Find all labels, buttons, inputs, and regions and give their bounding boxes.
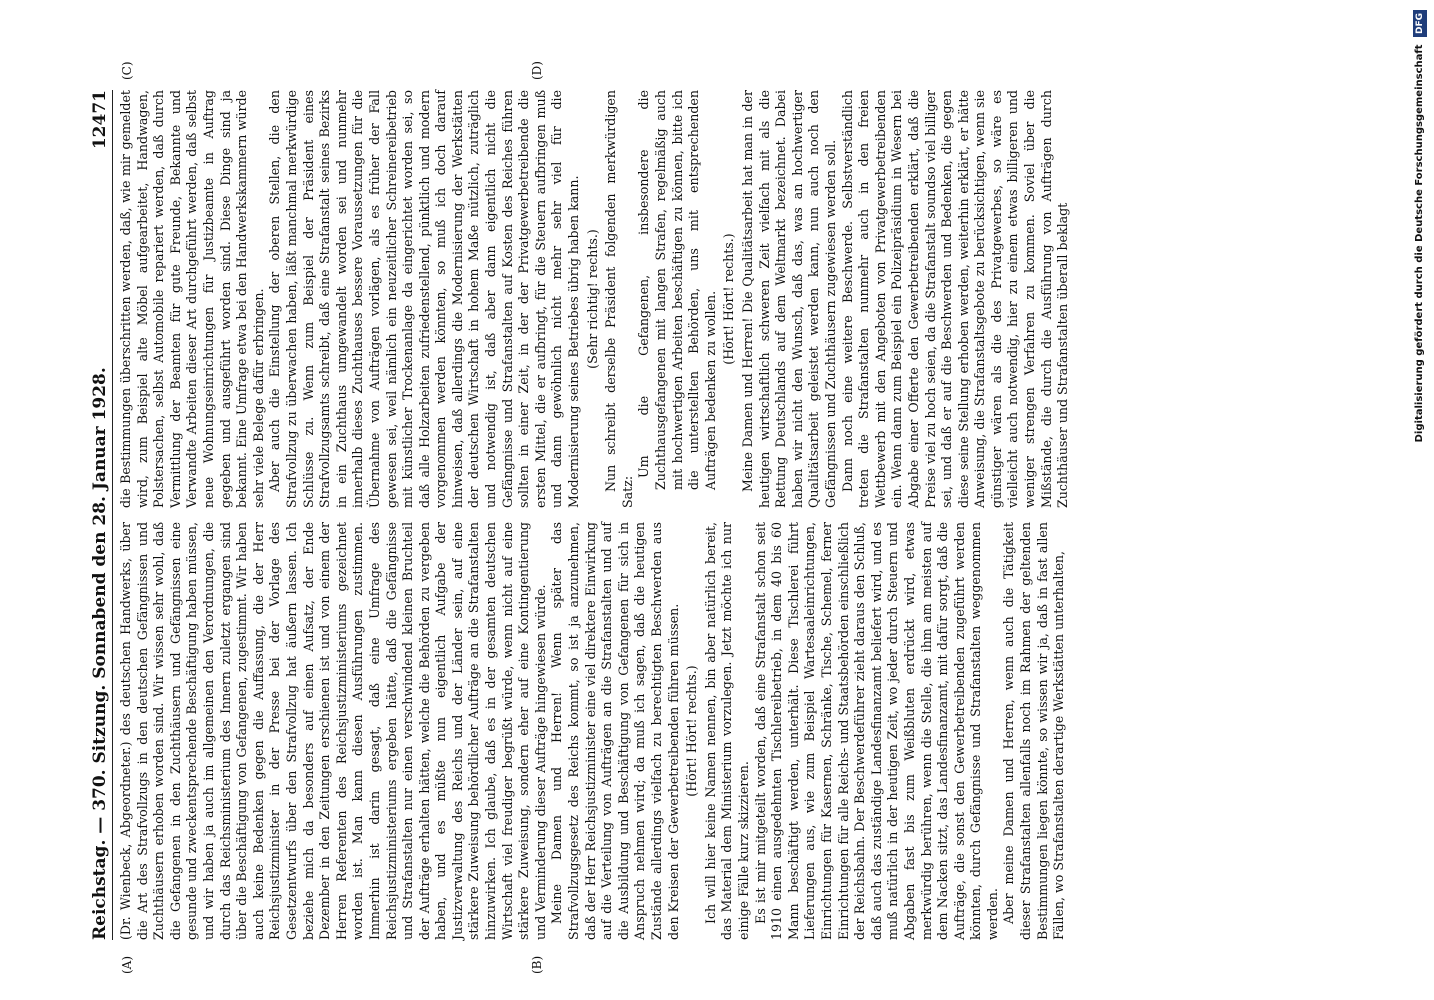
paragraph: die Bestimmungen überschritten werden, daß, wie mir gemeldet wird, zum Beispiel alte Möbel aufgearbeitet, Handwagen, Polstersachen, selbst Automobile repariert werden, daß durch Vermittlung der Beamten für gute Freunde, Bekannte und Verwandte Arbeiten dieser Art durchgeführt werden, daß selbst neue Wohnungseinrichtungen für Justizbeamte in Auftrag gegeben und ausgeführt worden sind. Diese Dinge sind ja bekannt. Eine Umfrage etwa bei den Handwerkskammern würde sehr viele Belege dafür erbringen. — [118, 90, 266, 508]
interjection: (Hört! Hört! rechts.) — [721, 233, 737, 365]
margin-marker-d: (D) — [530, 61, 544, 80]
interjection: (Sehr richtig! rechts.) — [584, 229, 600, 369]
digitization-credit-text: Digitalisierung gefördert durch die Deutsche Forschungsgemeinschaft — [1414, 44, 1425, 443]
paragraph: Aber auch die Einstellung der oberen Stellen, die den Strafvollzug zu überwachen haben, läßt manchmal merkwürdige Schlüsse zu. Wenn zum Beispiel der Präsident eines Strafvollzugsamts schreibt, daß eine Strafanstalt seines Bezirks in ein Zuchthaus umgewandelt worden sei und nunmehr innerhalb dieses Zuchthauses bessere Voraussetzungen für die Übernahme von Aufträgen vorlägen, als es früher der Fall gewesen sei, weil nämlich ein neuzeitlicher Schreinereibetrieb mit künstlicher Trockenanlage da eingerichtet worden sei, so daß alle Holzarbeiten zufriedenstellend, pünktlich und modern vorgenommen werden könnten, so muß ich doch darauf hinweisen, daß allerdings die Modernisierung der Werkstätten der deutschen Wirtschaft in hohem Maße nützlich, zuträglich und notwendig ist, daß aber dann eigentlich nicht die Gefängnisse und Strafanstalten auf Kosten des Reiches führen sollten in einer Zeit, in der der Privatgewerbetreibende die ersten Mittel, die er aufbringt, für die Steuern aufbringen muß und dann gewöhnlich nicht mehr sehr viel für die Modernisierung seines Betriebes übrig haben kann. — [267, 90, 582, 508]
header-title: Reichstag. — 370. Sitzung. Sonnabend den 28. Januar 1928. — [90, 367, 110, 940]
interjection: (Hört! Hört! rechts.) — [684, 665, 700, 797]
dfg-logo: DFG — [1413, 10, 1427, 37]
paragraph: Aber meine Damen und Herren, wenn auch die Tätigkeit dieser Strafanstalten allenfalls noch im Rahmen der geltenden Bestimmungen liegen könnte, so wissen wir ja, daß in fast allen Fällen, wo Strafanstalten derartige Werkstätten unterhalten, — [1001, 522, 1067, 940]
paragraph: (Dr. Wienbeck, Abgeordneter.) des deutschen Handwerks, über die Art des Strafvollzugs in den deutschen Gefängnissen und Zuchthäusern erhoben worden sind. Wir wissen sehr wohl, daß die Gefangenen in den Zuchthäusern und Gefängnissen eine gesunde und zweckentsprechende Beschäftigung haben müssen, und wir haben ja auch im allgemeinen den Verordnungen, die durch das Reichsministerium des Innern zuletzt ergangen sind über die Beschäftigung von Gefangenen, zugestimmt. Wir haben auch keine Bedenken gegen die Auffassung, die der Herr Reichsjustizminister in der Presse bei der Vorlage des Gesetzentwurfs über den Strafvollzug hat äußern lassen. Ich beziehe mich da besonders auf einen Aufsatz, der Ende Dezember in den Zeitungen erschienen ist und von einem der Herren Referenten des Reichsjustizministeriums gezeichnet worden ist. Man kann diesen Ausführungen zustimmen. Immerhin ist darin gesagt, daß eine Umfrage des Reichsjustizministeriums ergeben hätte, daß die Gefängnisse und Strafanstalten nur einen verschwindend kleinen Bruchteil der Aufträge erhalten hätten, welche die Behörden zu vergeben haben, und es müßte nun eigentlich Aufgabe der Justizverwaltung des Reichs und der Länder sein, auf eine stärkere Zuweisung behördlicher Aufträge an die Strafanstalten hinzuwirken. Ich glaube, daß es in der gesamten deutschen Wirtschaft viel freudiger begrüßt würde, wenn nicht auf eine stärkere Zuweisung, sondern eher auf eine Kontingentierung und Verminderung dieser Aufträge hingewiesen würde. — [118, 522, 548, 940]
margin-marker-b: (B) — [530, 955, 544, 974]
paragraph: Dann noch eine weitere Beschwerde. Selbstverständlich treten die Strafanstalten nunmehr auch in den freien Wettbewerb mit den Angeboten von Privatgewerbetreibenden ein. Wenn dann zum Beispiel ein Polizeipräsidium in Wesern bei Abgabe einer Offerte den Gewerbetreibenden erklärt, daß die Preise viel zu hoch seien, da die Strafanstalt soundso viel billiger sei, und daß er auf die Beschwerden und Bedenken, die gegen diese seine Stellung erhoben werden, weiterhin erklärt, er hätte Anweisung, die Strafanstaltsgebote zu berücksichtigen, wenn sie günstiger wären als die des Privatgewerbes, so wäre es vielleicht auch notwendig, hier zu einem etwas billigeren und weniger strengen Verfahren zu kommen. Soviel über die Mißstände, die durch die Ausführung von Aufträgen durch Zuchthäuser und Strafanstalten überall beklagt — [839, 90, 1071, 508]
paragraph: Meine Damen und Herren! Die Qualitätsarbeit hat man in der heutigen wirtschaftlich schweren Zeit vielfach mit als die Rettung Deutschlands auf dem Weltmarkt bezeichnet. Dabei haben wir nicht den Wunsch, daß das, was an hochwertiger Qualitätsarbeit geleistet werden kann, nun auch noch den Gefängnissen und Zuchthäusern zugewiesen werden soll. — [739, 90, 838, 508]
page-header — [90, 90, 113, 940]
paragraph: Meine Damen und Herren! Wenn später das Strafvollzugsgesetz des Reichs kommt, so ist ja anzunehmen, daß der Herr Reichsjustizminister eine viel direktere Einwirkung auf die Verteilung von Aufträgen an die Strafanstalten und auf die Ausbildung und Beschäftigung von Gefangenen für sich in Anspruch nehmen wird; da muß ich sagen, daß die heutigen Zustände allerdings vielfach zu berechtigten Beschwerden aus den Kreisen der Gewerbetreibenden führen müssen. — [549, 522, 681, 940]
paragraph: Nun schreibt derselbe Präsident folgenden merkwürdigen Satz: — [603, 90, 635, 508]
rotated-page-content — [90, 61, 1330, 974]
paragraph: Ich will hier keine Namen nennen, bin aber natürlich bereit, das Material dem Ministerium vorzulegen. Jetzt möchte ich nur einige Fälle kurz skizzieren. — [702, 522, 751, 940]
paragraph: Um die Gefangenen, insbesondere die Zuchthausgefangenen mit langen Strafen, regelmäßig auch mit hochwertigen Arbeiten beschäftigen zu können, bitte ich die unterstellten Behörden, uns mit entsprechenden Aufträgen bedenken zu wollen. — [636, 90, 718, 490]
right-column — [118, 90, 1072, 508]
margin-marker-c: (C) — [120, 61, 134, 80]
page-number: 12471 — [90, 90, 110, 150]
margin-marker-a: (A) — [120, 955, 134, 974]
left-column — [118, 522, 1068, 940]
digitization-credit-strip — [1410, 10, 1430, 990]
paragraph: Es ist mir mitgeteilt worden, daß eine Strafanstalt schon seit 1910 einen ausgedehnten Tischlereibetrieb, in dem 40 bis 60 Mann beschäftigt werden, unterhält. Diese Tischlerei führt Lieferungen aus, wie zum Beispiel Wartesaaleinrichtungen, Einrichtungen für Kasernen, Schränke, Tische, Schemel, ferner Einrichtungen für alle Reichs- und Staatsbehörden einschließlich der Reichsbahn. Der Beschwerdeführer zieht daraus den Schluß, daß auch das zuständige Landesfinanzamt beliefert wird, und es muß natürlich in der heutigen Zeit, wo jeder durch Steuern und Abgaben fast bis zum Weißbluten erdrückt wird, etwas merkwürdig berühren, wenn die Stelle, die ihm am meisten auf dem Nacken sitzt, das Landesfinanzamt, mit dafür sorgt, daß die Aufträge, die sonst den Gewerbetreibenden zugeführt werden könnten, durch Gefängnisse und Strafanstalten weggenommen werden. — [752, 522, 1000, 940]
